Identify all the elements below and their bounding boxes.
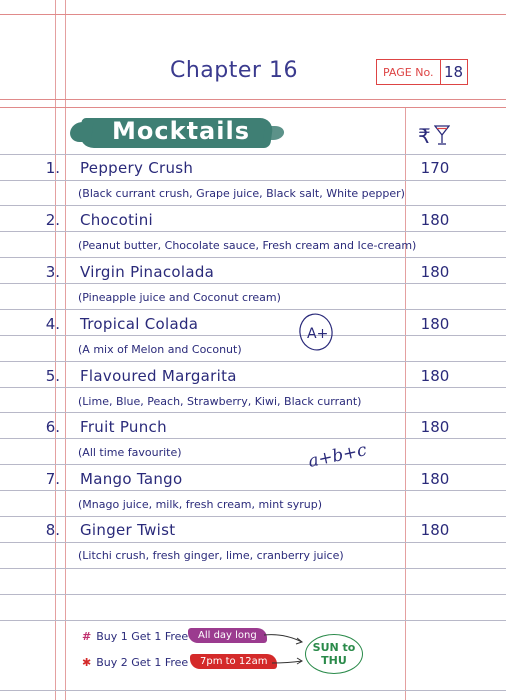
ruled-line — [0, 594, 506, 595]
item-name: Virgin Pinacolada — [80, 263, 215, 281]
days-badge — [305, 634, 363, 674]
page-number: 18 — [443, 63, 464, 81]
item-index: 5. — [45, 367, 60, 385]
chapter-title: Chapter 16 — [170, 58, 298, 83]
item-name: Ginger Twist — [80, 521, 176, 539]
offer-line — [82, 630, 188, 643]
item-index: 3. — [45, 263, 60, 281]
grade-doodle — [296, 311, 336, 353]
item-index: 2. — [45, 211, 60, 229]
arrow-icon — [262, 628, 308, 676]
ruled-line — [0, 690, 506, 691]
top-line — [0, 14, 506, 15]
item-index: 7. — [45, 470, 60, 488]
item-description: (Peanut butter, Chocolate sauce, Fresh cream and Ice-cream) — [78, 239, 417, 252]
offer-line — [82, 656, 188, 669]
ruled-line — [0, 490, 506, 491]
section-title: Mocktails — [112, 117, 250, 145]
item-description: (Litchi crush, fresh ginger, lime, cranberry juice) — [78, 549, 344, 562]
item-price: 180 — [420, 211, 450, 229]
margin-line-left-2 — [65, 0, 66, 700]
page-number-label: PAGE No. — [377, 60, 441, 84]
offer-mark: # — [82, 630, 92, 643]
offer-mark: ✱ — [82, 656, 92, 669]
ruled-line — [0, 464, 506, 465]
item-index: 1. — [45, 159, 60, 177]
header-line-1 — [0, 99, 506, 100]
item-name: Mango Tango — [80, 470, 183, 488]
days-line-1: SUN to — [312, 641, 356, 654]
ruled-line — [0, 412, 506, 413]
grade-text: A+ — [307, 326, 329, 342]
ruled-line — [0, 542, 506, 543]
ruled-line — [0, 180, 506, 181]
item-name: Tropical Colada — [80, 315, 199, 333]
ruled-line — [0, 438, 506, 439]
ruled-line — [0, 568, 506, 569]
item-price: 180 — [420, 521, 450, 539]
ruled-line — [0, 387, 506, 388]
item-index: 6. — [45, 418, 60, 436]
offer-tag: 7pm to 12am — [190, 654, 277, 669]
days-line-2: THU — [321, 654, 347, 667]
item-index: 8. — [45, 521, 60, 539]
item-description: (Black currant crush, Grape juice, Black salt, White pepper) — [78, 187, 405, 200]
item-description: (Mnago juice, milk, fresh cream, mint syrup) — [78, 498, 323, 511]
page-number-box — [376, 59, 468, 85]
rupee-symbol: ₹ — [418, 124, 431, 148]
formula-doodle: a+b+c — [306, 440, 369, 472]
offer-text: Buy 2 Get 1 Free — [96, 656, 189, 669]
item-description: (All time favourite) — [78, 446, 182, 459]
ruled-line — [0, 335, 506, 336]
item-description: (A mix of Melon and Coconut) — [78, 343, 242, 356]
item-price: 180 — [420, 367, 450, 385]
item-name: Fruit Punch — [80, 418, 167, 436]
header-line-2 — [0, 107, 506, 108]
ruled-line — [0, 257, 506, 258]
item-name: Chocotini — [80, 211, 154, 229]
ruled-line — [0, 516, 506, 517]
item-index: 4. — [45, 315, 60, 333]
item-name: Flavoured Margarita — [80, 367, 237, 385]
ruled-line — [0, 283, 506, 284]
item-price: 180 — [420, 418, 450, 436]
ruled-line — [0, 154, 506, 155]
item-price: 180 — [420, 470, 450, 488]
offer-tag: All day long — [188, 628, 267, 643]
item-price: 180 — [420, 315, 450, 333]
ruled-line — [0, 620, 506, 621]
item-description: (Pineapple juice and Coconut cream) — [78, 291, 281, 304]
item-price: 170 — [420, 159, 450, 177]
price-column-line — [405, 108, 406, 700]
martini-glass-icon — [434, 124, 450, 146]
price-column-header — [418, 124, 450, 146]
item-description: (Lime, Blue, Peach, Strawberry, Kiwi, Black currant) — [78, 395, 362, 408]
ruled-line — [0, 361, 506, 362]
item-price: 180 — [420, 263, 450, 281]
offer-text: Buy 1 Get 1 Free — [96, 630, 189, 643]
ruled-line — [0, 205, 506, 206]
ruled-line — [0, 309, 506, 310]
ruled-line — [0, 231, 506, 232]
margin-line-left-1 — [55, 0, 56, 700]
item-name: Peppery Crush — [80, 159, 194, 177]
